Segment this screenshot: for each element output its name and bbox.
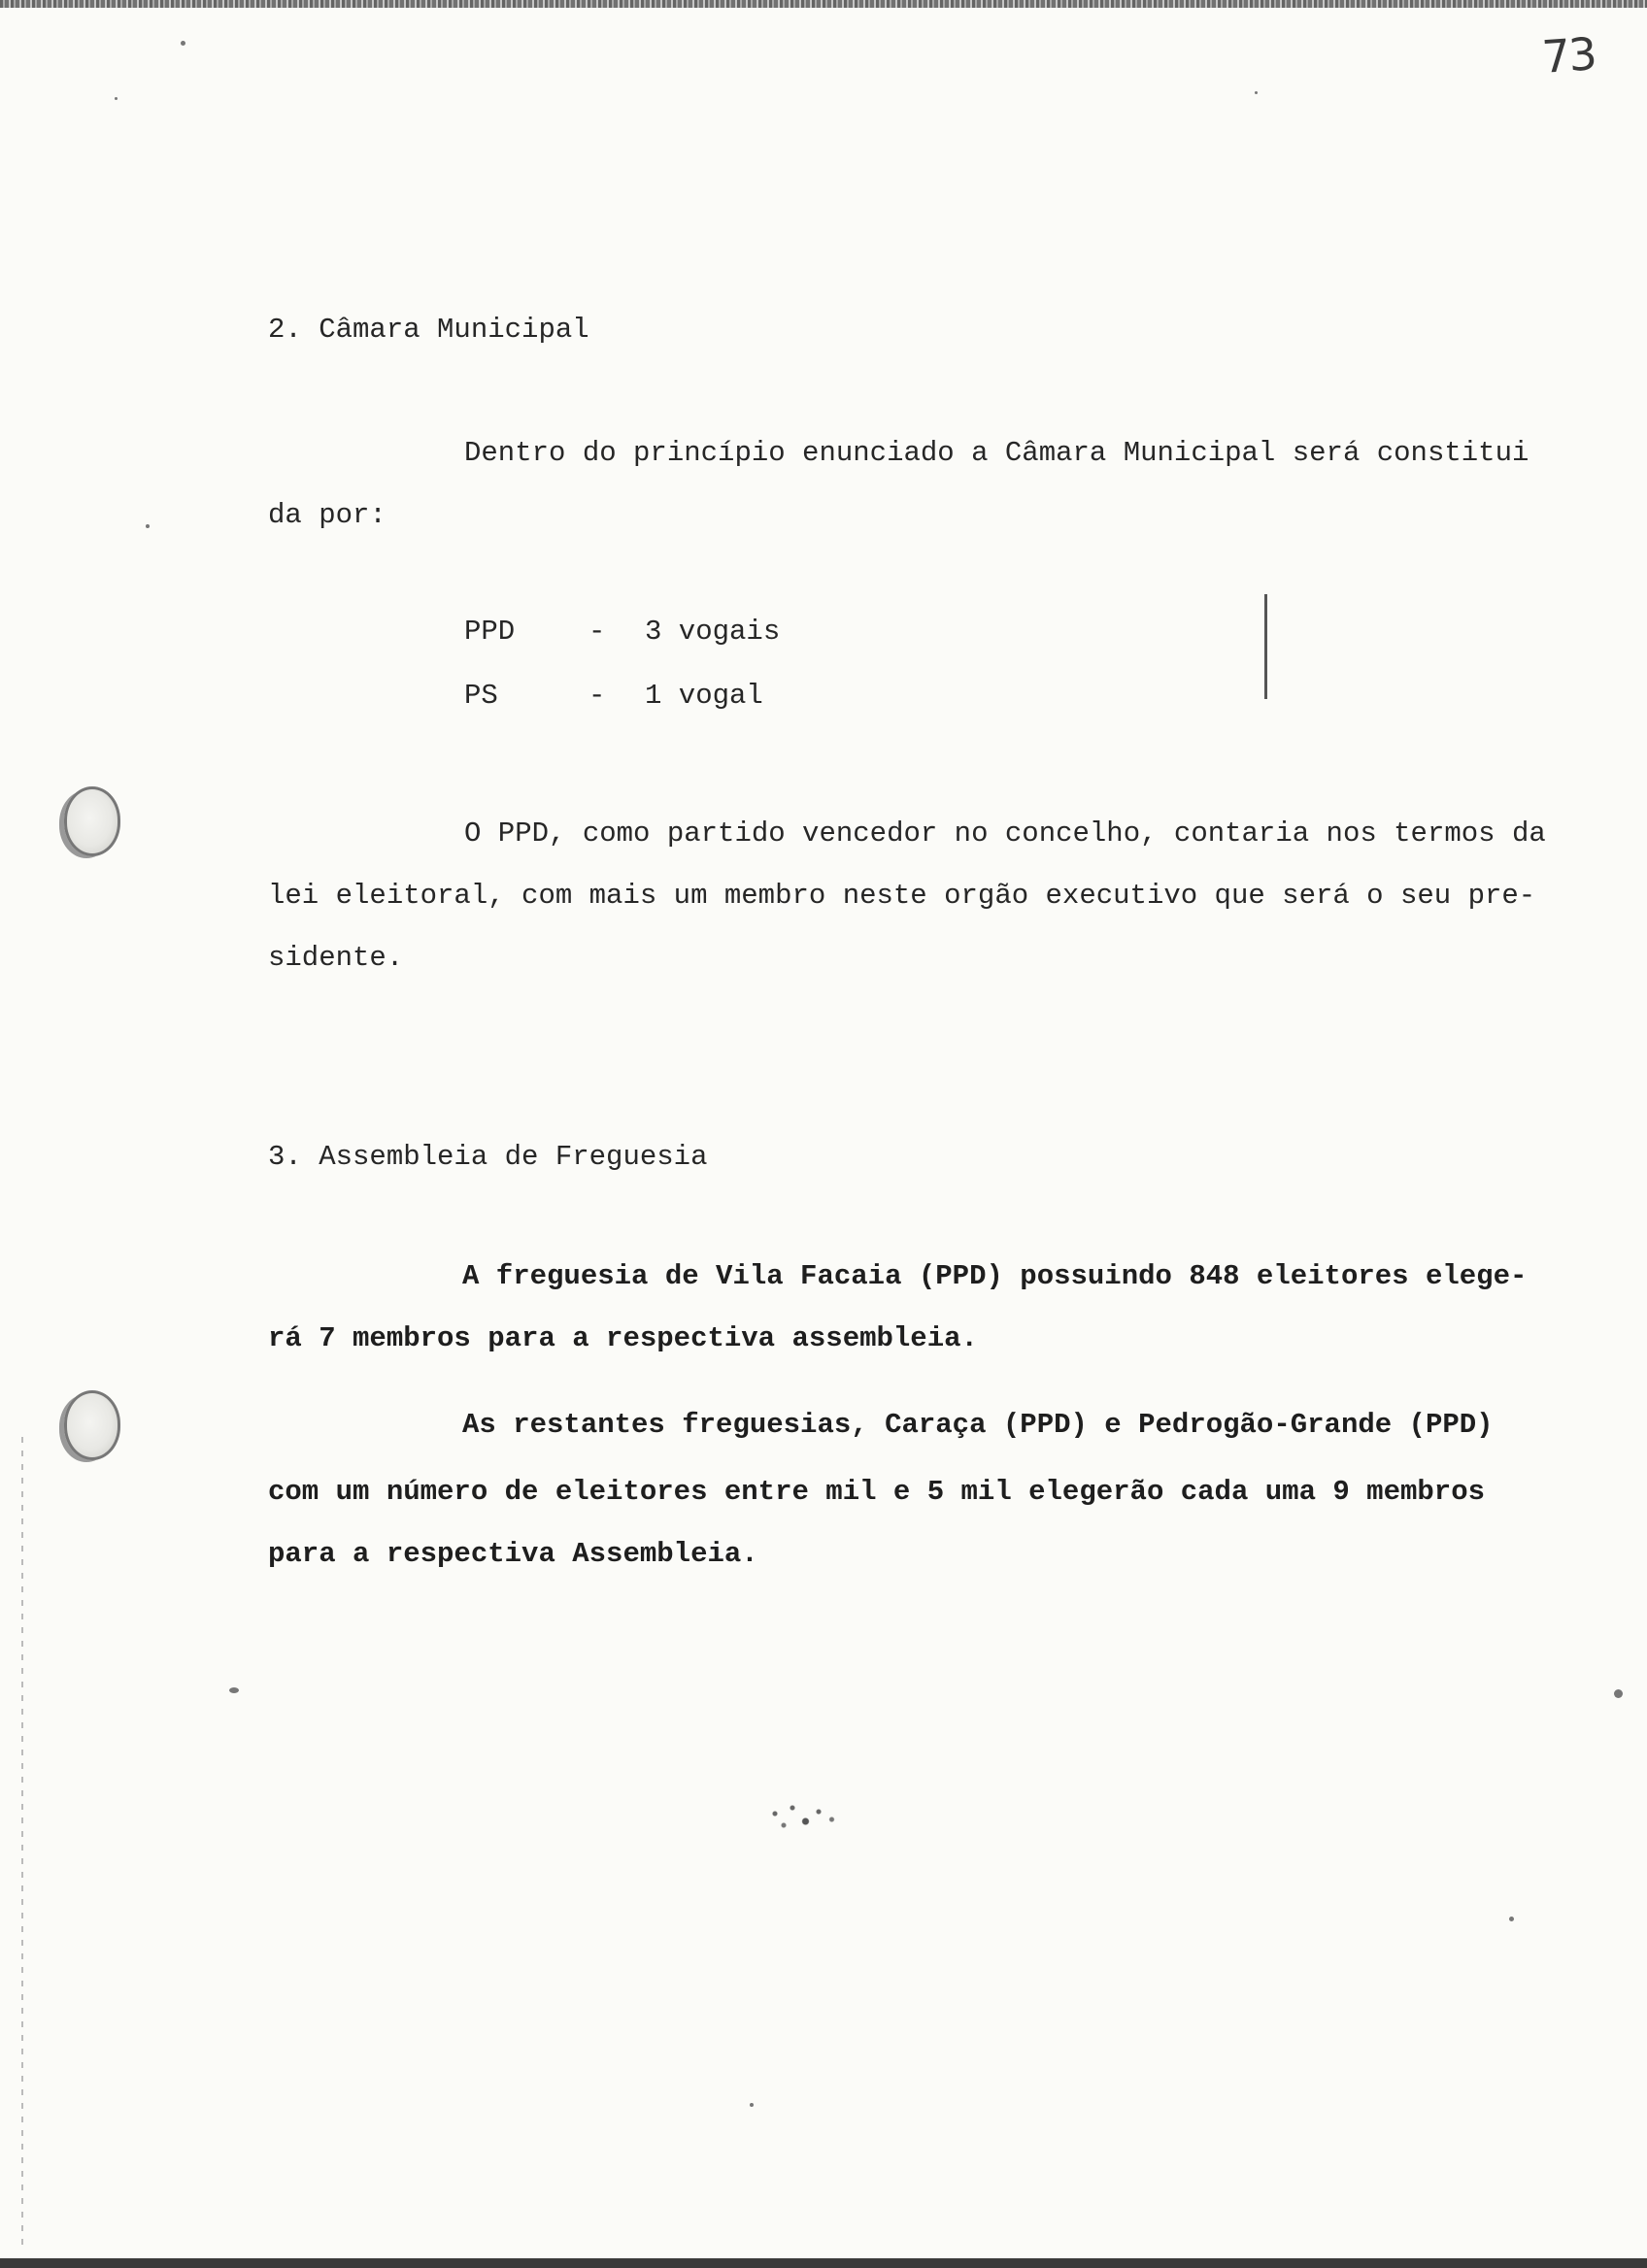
speck: [750, 2103, 754, 2107]
margin-mark: [1264, 594, 1267, 699]
speck: [181, 41, 185, 46]
section-2-paragraph-line: sidente.: [268, 942, 404, 974]
speck: [1614, 1689, 1623, 1698]
section-3-paragraph-1-line: A freguesia de Vila Facaia (PPD) possuindo 848 eleitores elege-: [462, 1260, 1528, 1292]
composition-seats: 3 vogais: [645, 616, 781, 648]
composition-dash: -: [588, 616, 606, 648]
section-2-heading: 2. Câmara Municipal: [268, 314, 589, 346]
section-3-paragraph-2-line: para a respectiva Assembleia.: [268, 1538, 758, 1570]
composition-party: PPD: [464, 616, 516, 648]
speck: [146, 524, 150, 528]
composition-party: PS: [464, 680, 498, 712]
punch-hole-lower: [64, 1390, 120, 1460]
speck: [115, 97, 118, 100]
speck: [1255, 91, 1258, 94]
speck: [229, 1687, 239, 1693]
section-2-intro-line-2: da por:: [268, 499, 387, 531]
section-3-paragraph-2-line: com um número de eleitores entre mil e 5 mil elegerão cada uma 9 membros: [268, 1476, 1486, 1508]
scan-left-edge: [21, 1437, 23, 2252]
punch-hole-upper: [64, 786, 120, 856]
composition-dash: -: [588, 680, 606, 712]
composition-seats: 1 vogal: [645, 680, 763, 712]
ink-smudge: [757, 1798, 845, 1837]
handwritten-page-number: 73: [1540, 27, 1597, 83]
scan-bottom-edge: [0, 2258, 1647, 2268]
section-2-intro-line-1: Dentro do princípio enunciado a Câmara Municipal será constitui: [464, 437, 1529, 469]
scan-top-edge: [0, 0, 1647, 8]
section-3-paragraph-2-line: As restantes freguesias, Caraça (PPD) e Pedrogão-Grande (PPD): [462, 1409, 1494, 1441]
section-2-paragraph-line: lei eleitoral, com mais um membro neste orgão executivo que será o seu pre-: [268, 880, 1536, 912]
section-3-paragraph-1-line: rá 7 membros para a respectiva assembleia.: [268, 1322, 978, 1354]
speck: [1509, 1917, 1514, 1921]
section-2-paragraph-line: O PPD, como partido vencedor no concelho, contaria nos termos da: [464, 817, 1546, 850]
section-3-heading: 3. Assembleia de Freguesia: [268, 1141, 708, 1173]
